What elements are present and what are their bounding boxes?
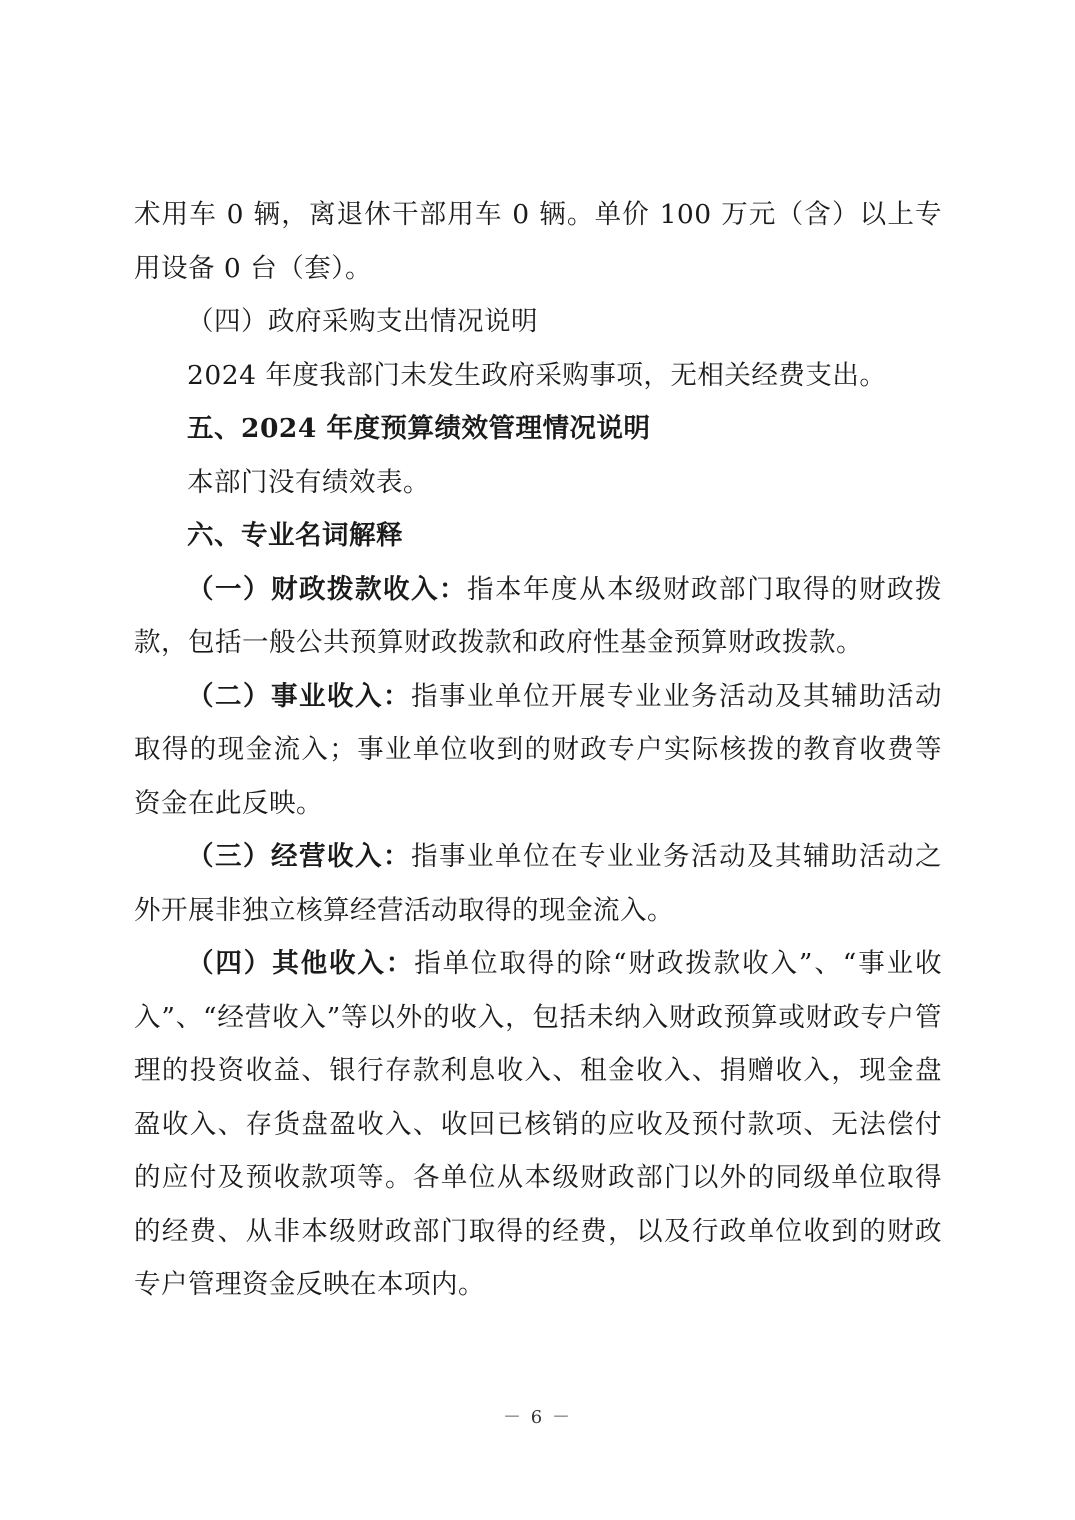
glossary-item-business-income — [134, 670, 942, 831]
glossary-definition: 指事业单位在专业业务活动及其辅助活动之外开展非独立核算经营活动取得的现金流入。 — [134, 841, 942, 926]
glossary-item-other-income — [134, 937, 942, 1312]
glossary-term: （一）财政拨款收入： — [187, 573, 467, 605]
glossary-definition: 指单位取得的除“财政拨款收入”、“事业收入”、“经营收入”等以外的收入，包括未纳入财政预算或财政专户管理的投资收益、银行存款利息收入、租金收入、捐赠收入，现金盘盈收入、存货盘盈收入、收回已核销的应收及预付款项、无法偿付的应付及预收款项等。各单位从本级财政部门以外的同级单位取得的经费、从非本级财政部门取得的经费，以及行政单位收到的财政专户管理资金反映在本项内。 — [134, 948, 942, 1300]
glossary-item-fiscal-appropriation — [134, 563, 942, 670]
glossary-definition: 指本年度从本级财政部门取得的财政拨款，包括一般公共预算财政拨款和政府性基金预算财政拨款。 — [134, 573, 942, 658]
glossary-term: （三）经营收入： — [187, 841, 411, 872]
page-number: － 6 － — [503, 1407, 572, 1428]
glossary-item-operating-income — [134, 830, 942, 937]
paragraph-vehicles: 术用车 0 辆，离退休干部用车 0 辆。单价 100 万元（含）以上专用设备 0 台（套）。 — [134, 199, 942, 284]
glossary-term: （二）事业收入： — [187, 680, 411, 712]
document-body — [134, 188, 942, 1312]
section-heading-performance: 五、2024 年度预算绩效管理情况说明 — [187, 413, 651, 444]
section-heading-glossary: 六、专业名词解释 — [187, 520, 403, 551]
glossary-term: （四）其他收入： — [187, 948, 415, 979]
glossary-definition: 指事业单位开展专业业务活动及其辅助活动取得的现金流入；事业单位收到的财政专户实际核拨的教育收费等资金在此反映。 — [134, 680, 942, 819]
paragraph-performance: 本部门没有绩效表。 — [187, 466, 430, 498]
paragraph-procurement: 2024 年度我部门未发生政府采购事项，无相关经费支出。 — [187, 359, 887, 391]
subheading-procurement: （四）政府采购支出情况说明 — [187, 306, 538, 337]
